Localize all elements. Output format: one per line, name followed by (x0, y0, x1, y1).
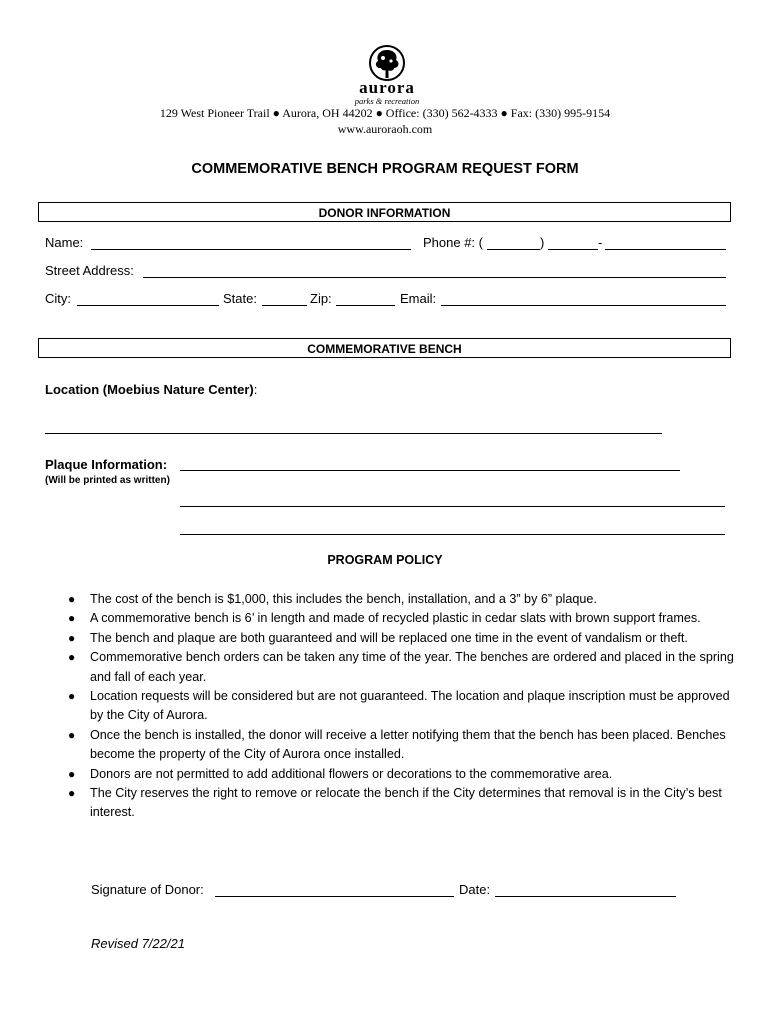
phone-area-code-field[interactable] (487, 249, 540, 250)
aurora-logo (342, 44, 432, 106)
signature-field[interactable] (215, 896, 454, 897)
plaque-line-2-field[interactable] (180, 506, 725, 507)
bullet-icon: ● (68, 630, 76, 645)
phone-label: Phone #: ( (423, 235, 483, 250)
plaque-information-label: Plaque Information: (45, 457, 168, 472)
date-label: Date: (459, 882, 491, 897)
street-address-field[interactable] (143, 277, 726, 278)
email-field[interactable] (441, 305, 726, 306)
bullet-icon: ● (68, 766, 76, 781)
city-field[interactable] (77, 305, 219, 306)
policy-list (66, 590, 736, 823)
city-label: City: (45, 291, 71, 306)
phone-dash: - (598, 235, 603, 250)
policy-item: ● Donors are not permitted to add additional flowers or decorations to the commemorative area. (66, 765, 736, 784)
bullet-icon: ● (68, 650, 76, 665)
name-label: Name: (45, 235, 84, 250)
policy-item: ● The City reserves the right to remove or relocate the bench if the City determines that removal is in the City’s best interest. (68, 786, 722, 820)
logo-wordmark: aurora (359, 78, 415, 97)
policy-item: ● Once the bench is installed, the donor will receive a letter notifying them that the bench has been placed. Benches become the property of the City of Aurora once installed. (68, 727, 726, 762)
bullet-icon: ● (68, 592, 76, 606)
name-field[interactable] (91, 249, 411, 250)
plaque-line-3-field[interactable] (180, 534, 725, 535)
form-title: COMMEMORATIVE BENCH PROGRAM REQUEST FORM (191, 161, 579, 177)
plaque-line-1-field[interactable] (180, 470, 680, 471)
donor-information-header: DONOR INFORMATION (38, 202, 731, 222)
phone-prefix-field[interactable] (548, 249, 598, 250)
program-policy-title: PROGRAM POLICY (327, 553, 443, 567)
policy-item: ● Commemorative bench orders can be taken any time of the year. The benches are ordered and placed in the spring and fall of each year. (68, 650, 734, 684)
location-label: Location (Moebius Nature Center): (45, 382, 258, 397)
phone-line-field[interactable] (605, 249, 726, 250)
tree-emblem-icon (364, 44, 410, 82)
bullet-icon: ● (68, 786, 76, 801)
date-field[interactable] (495, 896, 676, 897)
policy-item: ● Location requests will be considered but are not guaranteed. The location and plaque inscription must be approved by the City of Aurora. (68, 689, 730, 723)
signature-label: Signature of Donor: (91, 882, 204, 897)
policy-item: ● A commemorative bench is 6’ in length and made of recycled plastic in cedar slats with brown support frames. (66, 609, 736, 628)
office-address: 129 West Pioneer Trail ● Aurora, OH 44202 ● Office: (330) 562-4333 ● Fax: (330) 995-9154 (159, 106, 611, 120)
policy-item: ● The cost of the bench is $1,000, this includes the bench, installation, and a 3” by 6” plaque. (66, 590, 736, 609)
bullet-icon: ● (68, 689, 76, 704)
bullet-icon: ● (68, 727, 76, 742)
logo-tagline: parks & recreation (354, 96, 420, 106)
zip-label: Zip: (310, 291, 332, 306)
website-link[interactable]: www.auroraoh.com (337, 122, 433, 136)
policy-item: ● The bench and plaque are both guaranteed and will be replaced one time in the event of vandalism or theft. (66, 629, 736, 648)
state-label: State: (223, 291, 257, 306)
email-label: Email: (400, 291, 437, 306)
plaque-note: (Will be printed as written) (45, 475, 170, 486)
state-field[interactable] (262, 305, 307, 306)
phone-paren-close: ) (540, 235, 545, 250)
location-field[interactable] (45, 433, 662, 434)
commemorative-bench-header: COMMEMORATIVE BENCH (38, 338, 731, 358)
revised-date: Revised 7/22/21 (91, 936, 185, 951)
street-address-label: Street Address: (45, 263, 134, 278)
bullet-icon: ● (68, 611, 76, 626)
zip-field[interactable] (336, 305, 395, 306)
